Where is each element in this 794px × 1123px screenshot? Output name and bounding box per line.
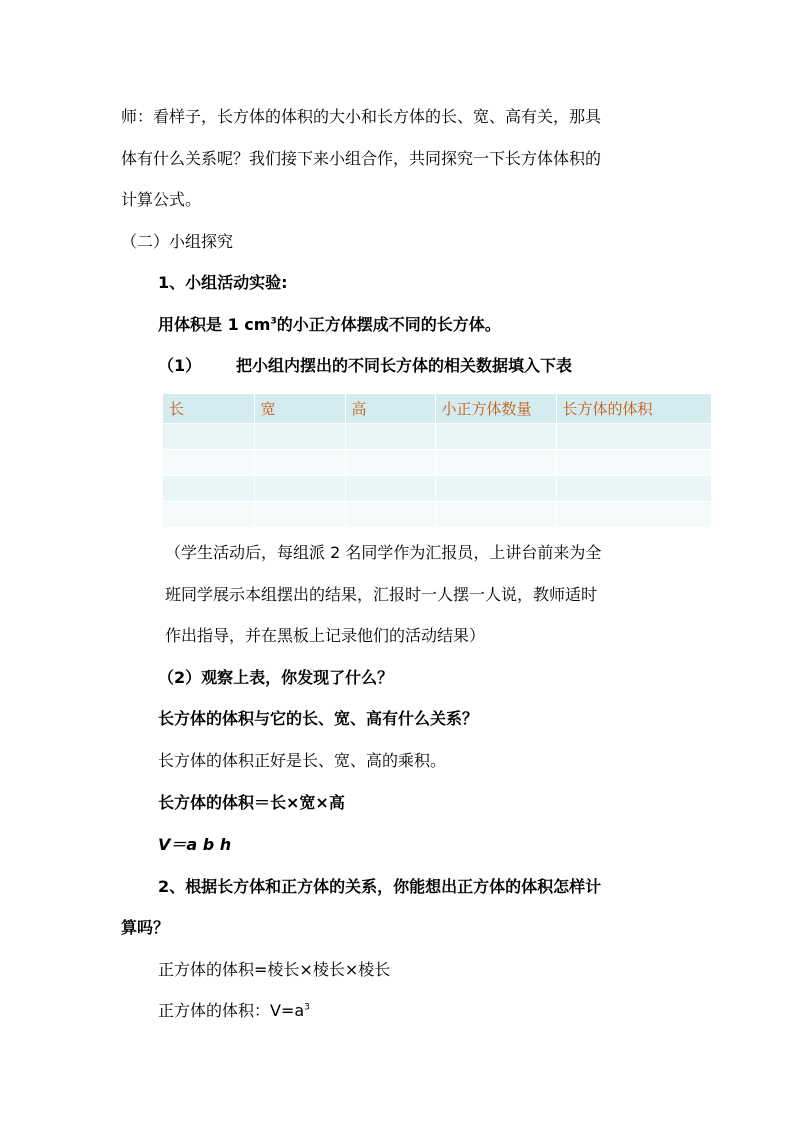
cubic-superscript: 3 <box>270 316 277 327</box>
table-cell <box>254 476 345 502</box>
table-header-cell: 长 <box>163 394 254 424</box>
table-cell <box>556 424 711 450</box>
table-cell <box>163 476 254 502</box>
task1-text: 把小组内摆出的不同长方体的相关数据填入下表 <box>236 356 573 375</box>
table-header-cell: 小正方体数量 <box>435 394 556 424</box>
instruction-text: 的小正方体摆成不同的长方体。 <box>276 315 501 334</box>
cube-superscript: 3 <box>304 1002 310 1013</box>
instruction-text: 用体积是 1 cm <box>158 315 271 334</box>
table-cell <box>254 424 345 450</box>
instruction-line <box>158 315 501 335</box>
data-table <box>163 394 712 527</box>
question2-line: 2、根据长方体和正方体的关系，你能想出正方体的体积怎样计 <box>158 877 602 896</box>
formula-symbols: V＝a b h <box>158 835 232 854</box>
answer-line: 长方体的体积正好是长、宽、高的乘积。 <box>158 751 447 770</box>
table-cell <box>163 502 254 528</box>
note-line: （学生活动后，每组派 2 名同学作为汇报员，上讲台前来为全 <box>165 543 602 562</box>
paragraph-line: 师：看样子，长方体的体积的大小和长方体的长、宽、高有关，那具 <box>121 107 602 126</box>
table-row <box>163 450 711 476</box>
table-cell <box>435 450 556 476</box>
table-cell <box>163 424 254 450</box>
table-header-cell: 长方体的体积 <box>556 394 711 424</box>
table-cell <box>254 502 345 528</box>
cube-volume-formula <box>158 1001 310 1021</box>
paragraph-line: 计算公式。 <box>121 190 202 209</box>
table-cell <box>345 476 435 502</box>
table-cell <box>435 502 556 528</box>
table-cell <box>556 502 711 528</box>
table-row <box>163 424 711 450</box>
task1-number: （1） <box>158 356 202 375</box>
table-cell <box>345 450 435 476</box>
task2-heading: （2）观察上表，你发现了什么？ <box>158 668 394 687</box>
table-header-row <box>163 394 711 424</box>
table-cell <box>435 476 556 502</box>
note-line: 班同学展示本组摆出的结果，汇报时一人摆一人说，教师适时 <box>165 585 598 604</box>
table-header-cell: 宽 <box>254 394 345 424</box>
question2-line: 算吗？ <box>121 918 170 937</box>
activity-heading: 1、小组活动实验: <box>158 273 288 292</box>
table-cell <box>556 450 711 476</box>
cube-formula-text: 正方体的体积：V=a <box>158 1001 305 1020</box>
table-cell <box>556 476 711 502</box>
section-heading: （二）小组探究 <box>121 232 234 251</box>
table-cell <box>435 424 556 450</box>
formula-words: 长方体的体积＝长×宽×高 <box>158 793 345 812</box>
table-cell <box>345 424 435 450</box>
table-cell <box>254 450 345 476</box>
question-line: 长方体的体积与它的长、宽、高有什么关系？ <box>158 709 479 728</box>
table-cell <box>345 502 435 528</box>
table-cell <box>163 450 254 476</box>
table-row <box>163 502 711 528</box>
paragraph-line: 体有什么关系呢？我们接下来小组合作，共同探究一下长方体体积的 <box>121 149 602 168</box>
table-header-cell: 高 <box>345 394 435 424</box>
note-line: 作出指导，并在黑板上记录他们的活动结果） <box>165 626 486 645</box>
table-row <box>163 476 711 502</box>
cube-volume-words: 正方体的体积=棱长×棱长×棱长 <box>158 960 391 979</box>
